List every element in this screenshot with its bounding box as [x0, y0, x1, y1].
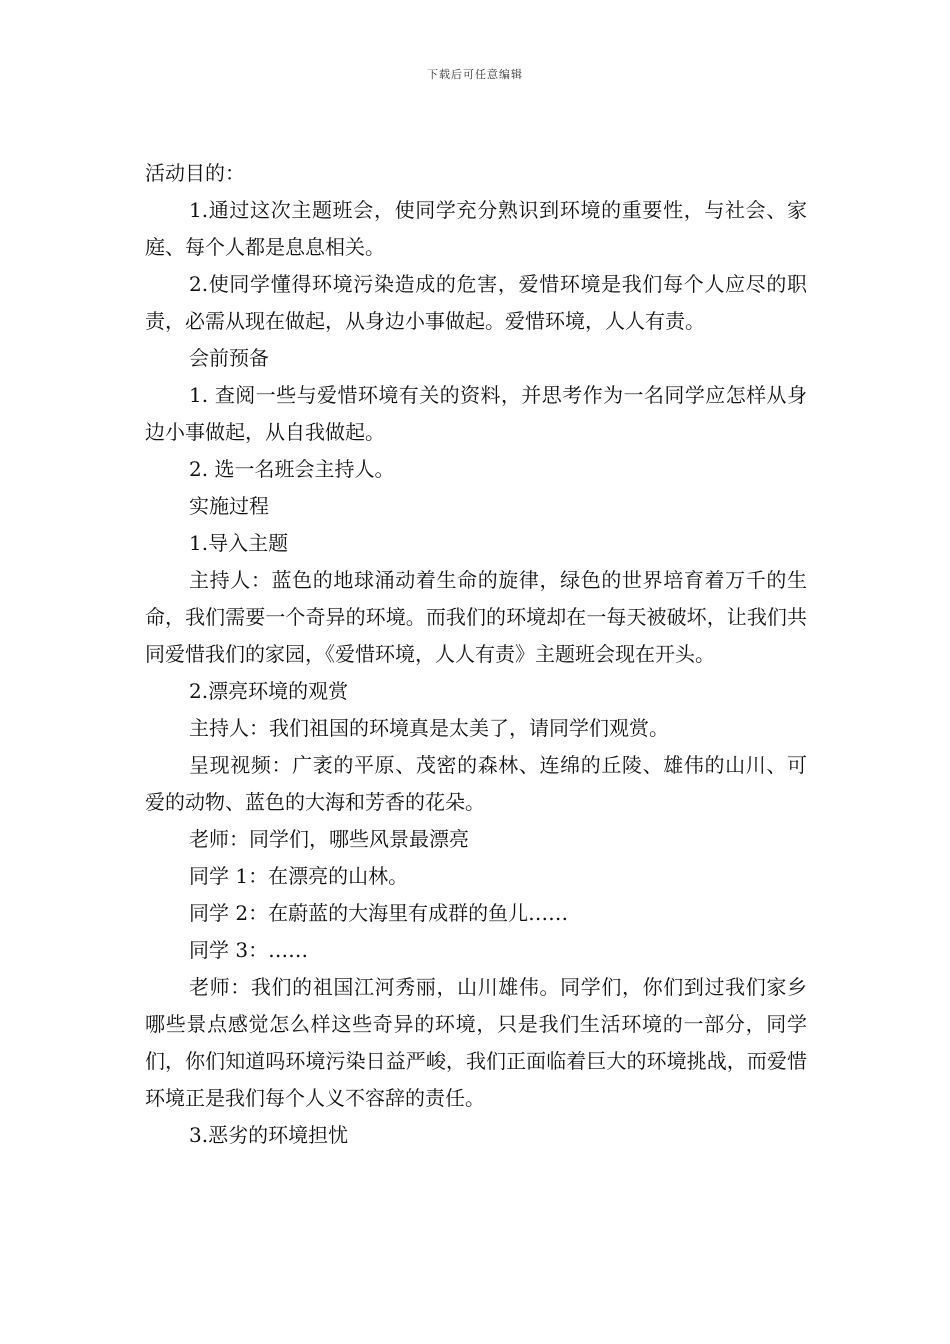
section-heading: 会前预备 [189, 346, 269, 370]
paragraph: 主持人：我们祖国的环境真是太美了，请同学们观赏。 [189, 716, 669, 740]
paragraph: 活动目的： [145, 161, 245, 185]
document-body [145, 155, 807, 1154]
subsection-heading: 3.恶劣的环境担忧 [189, 1123, 349, 1147]
page-header: 下载后可任意编辑 [427, 68, 523, 81]
subsection-heading: 2.漂亮环境的观赏 [189, 679, 349, 703]
paragraph: 1.通过这次主题班会，使同学充分熟识到环境的重要性，与社会、家庭、每个人都是息息相关。 [145, 198, 807, 259]
paragraph: 2. 选一名班会主持人。 [189, 457, 395, 481]
paragraph: 2.使同学懂得环境污染造成的危害，爱惜环境是我们每个人应尽的职责，必需从现在做起，从身边小事做起。爱惜环境，人人有责。 [145, 272, 807, 333]
paragraph: 呈现视频：广袤的平原、茂密的森林、连绵的丘陵、雄伟的山川、可爱的动物、蓝色的大海和芳香的花朵。 [145, 753, 807, 814]
paragraph: 1. 查阅一些与爱惜环境有关的资料，并思考作为一名同学应怎样从身边小事做起，从自我做起。 [145, 383, 807, 444]
paragraph: 主持人：蓝色的地球涌动着生命的旋律，绿色的世界培育着万千的生命，我们需要一个奇异的环境。而我们的环境却在一每天被破坏，让我们共同爱惜我们的家园，《爱惜环境，人人有责》主题班会现在开头。 [145, 568, 807, 666]
subsection-heading: 1.导入主题 [189, 531, 289, 555]
dialogue-line: 同学 1：在漂亮的山林。 [189, 864, 409, 888]
dialogue-line: 老师：同学们，哪些风景最漂亮 [189, 827, 469, 851]
dialogue-line: 同学 3：…… [189, 938, 309, 962]
paragraph: 老师：我们的祖国江河秀丽，山川雄伟。同学们，你们到过我们家乡哪些景点感觉怎么样这些奇异的环境，只是我们生活环境的一部分，同学们，你们知道吗环境污染日益严峻，我们正面临着巨大的环境挑战，而爱惜环境正是我们每个人义不容辞的责任。 [145, 975, 807, 1110]
dialogue-line: 同学 2：在蔚蓝的大海里有成群的鱼儿…… [189, 901, 569, 925]
section-heading: 实施过程 [189, 494, 269, 518]
